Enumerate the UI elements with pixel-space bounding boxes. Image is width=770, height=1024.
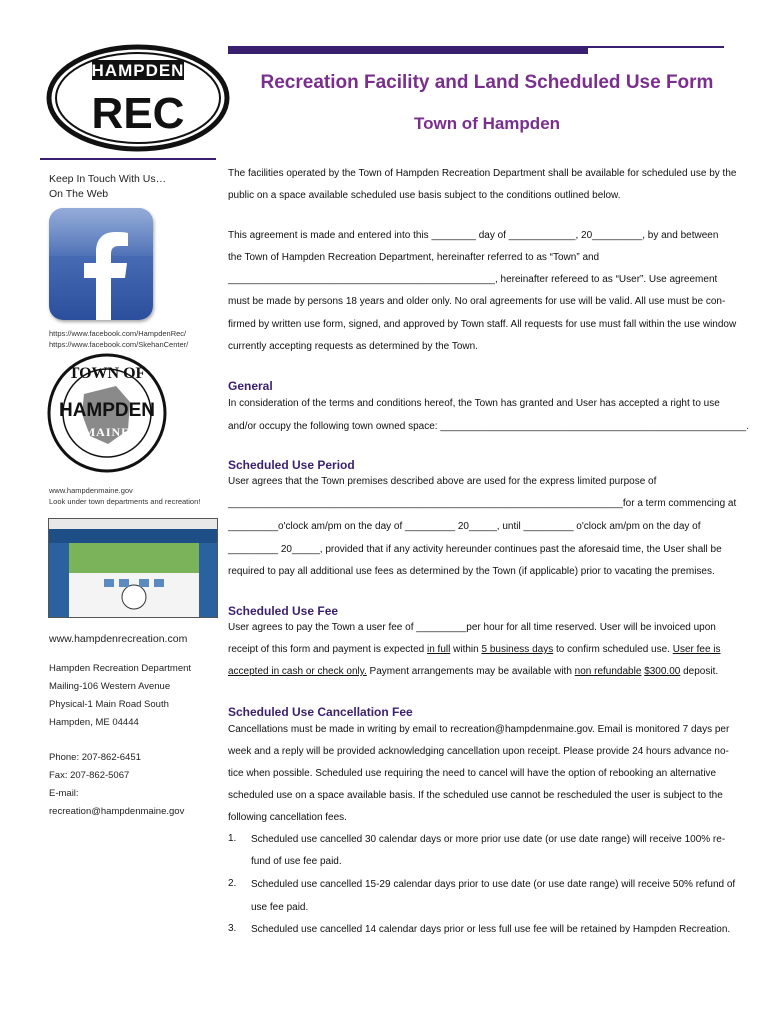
period-heading: Scheduled Use Period — [228, 458, 355, 472]
physical-address: Physical-1 Main Road South — [49, 699, 169, 710]
seal-text-state: MAINE — [83, 425, 131, 439]
fee-cash-or-check: accepted in cash or check only. — [228, 666, 367, 677]
seal-text-top: TOWN OF — [68, 365, 146, 382]
logo-text-bottom: REC — [91, 89, 185, 138]
period-line-2: _______________________________________________________________________for a term commencing at — [228, 498, 737, 509]
cancellation-item-2-line-2: use fee paid. — [251, 902, 309, 913]
email-label: E-mail: — [49, 788, 79, 799]
cancellation-item-3-number: 3. — [228, 923, 237, 934]
agreement-line-4: must be made by persons 18 years and older only. No oral agreements for use will be valid. All use must be con- — [228, 296, 726, 307]
fee-line-3-text-b: Payment arrangements may be available with — [366, 666, 575, 677]
cancellation-item-1-line-2: fund of use fee paid. — [251, 856, 342, 867]
header-rule-thick — [228, 46, 588, 54]
cancellation-item-3-line-1: Scheduled use cancelled 14 calendar days prior or less full use fee will be retained by Hampden Recreation. — [251, 924, 731, 935]
fee-line-2 — [228, 643, 721, 656]
facebook-icon-shine — [49, 208, 153, 256]
cancellation-item-2-line-1: Scheduled use cancelled 15-29 calendar days prior to use date (or use date range) will receive 50% refund of — [251, 879, 736, 890]
fee-line-2-text-c: within — [450, 644, 482, 655]
phone-number: Phone: 207-862-6451 — [49, 752, 141, 763]
fee-line-2-text-e: to confirm scheduled use. — [553, 644, 673, 655]
agreement-line-2: the Town of Hampden Recreation Department, hereinafter referred to as “Town” and — [228, 252, 600, 263]
cancellation-item-2-number: 2. — [228, 878, 237, 889]
fee-line-3 — [228, 665, 718, 678]
period-line-1: User agrees that the Town premises described above are used for the express limited purpose of — [228, 476, 657, 487]
cancellation-line-1: Cancellations must be made in writing by email to recreation@hampdenmaine.gov. Email is monitored 7 days per — [228, 724, 730, 735]
facebook-icon[interactable] — [49, 208, 153, 320]
cancellation-item-1-line-1: Scheduled use cancelled 30 calendar days or more prior use date (or use date range) will receive 100% re- — [251, 834, 726, 845]
header-rule — [228, 46, 724, 55]
agreement-line-5: firmed by written use form, signed, and approved by Town staff. All requests for use must fall within the use window — [228, 319, 737, 330]
general-line-2: and/or occupy the following town owned space: _______________________________________________________. — [228, 421, 750, 432]
general-line-1: In consideration of the terms and conditions hereof, the Town has granted and User has accepted a right to use — [228, 398, 720, 409]
seal-text-name: HAMPDEN — [58, 400, 156, 421]
cancellation-line-4: scheduled use on a space available basis. If the scheduled use cannot be rescheduled the user is subject to the — [228, 790, 723, 801]
facebook-link-skehan-center[interactable]: https://www.facebook.com/SkehanCenter/ — [49, 340, 189, 349]
recreation-website-link[interactable]: www.hampdenrecreation.com — [49, 633, 188, 645]
cancellation-line-5: following cancellation fees. — [228, 812, 347, 823]
town-website-note: Look under town departments and recreation! — [49, 497, 201, 506]
email-address[interactable]: recreation@hampdenmaine.gov — [49, 806, 185, 817]
fee-line-3-text-f: deposit. — [680, 666, 719, 677]
agreement-line-1: This agreement is made and entered into this ________ day of ____________, 20_________, by and between — [228, 230, 719, 241]
facebook-link-hampden-rec[interactable]: https://www.facebook.com/HampdenRec/ — [49, 329, 187, 338]
town-website-link[interactable]: www.hampdenmaine.gov — [49, 486, 133, 495]
sidebar-rule — [40, 158, 216, 160]
keep-in-touch-label: Keep In Touch With Us… — [49, 173, 167, 185]
fee-deposit-amount: $300.00 — [644, 666, 681, 677]
town-seal-logo — [46, 352, 168, 474]
logo-text-top: HAMPDEN — [91, 61, 185, 80]
period-line-5: required to pay all additional use fees as determined by the Town (if applicable) prior to vacating the premises. — [228, 566, 715, 577]
on-the-web-label: On The Web — [49, 188, 109, 200]
website-screenshot-graphic — [49, 519, 218, 618]
fee-heading: Scheduled Use Fee — [228, 604, 339, 618]
page-subtitle: Town of Hampden — [413, 114, 561, 133]
fee-in-full: in full — [427, 644, 451, 655]
fee-line-1: User agrees to pay the Town a user fee of _________per hour for all time reserved. User will be invoiced upon — [228, 622, 716, 633]
fee-line-2-text-a: receipt of this form and payment is expected — [228, 644, 427, 655]
cancellation-line-3: tice when possible. Scheduled use requiring the need to cancel will have the option of rebooking an alternative — [228, 768, 717, 779]
cancellation-item-1-number: 1. — [228, 833, 237, 844]
mailing-address: Mailing-106 Western Avenue — [49, 681, 171, 692]
cancellation-heading: Scheduled Use Cancellation Fee — [228, 705, 413, 719]
intro-line-2: public on a space available scheduled use basis subject to the conditions outlined below. — [228, 190, 621, 201]
city-state-zip: Hampden, ME 04444 — [49, 717, 139, 728]
dept-name: Hampden Recreation Department — [49, 663, 192, 674]
agreement-line-6: currently accepting requests as determined by the Town. — [228, 341, 478, 352]
period-line-3: _________o'clock am/pm on the day of _________ 20_____, until _________ o'clock am/pm on the day of — [228, 521, 701, 532]
fee-business-days: 5 business days — [481, 644, 554, 655]
general-heading: General — [228, 379, 273, 393]
period-line-4: _________ 20_____, provided that if any activity hereunder continues past the aforesaid time, the User shall be — [228, 544, 722, 555]
agreement-line-3: ________________________________________________, hereinafter refereed to as “User”. Use agreement — [228, 274, 718, 285]
fee-user-fee-is: User fee is — [672, 644, 721, 655]
cancellation-line-2: week and a reply will be provided acknowledging cancellation upon receipt. Please provide 24 hours advance no- — [228, 746, 729, 757]
fax-number: Fax: 207-862-5067 — [49, 770, 130, 781]
hampden-rec-logo — [46, 44, 230, 152]
website-screenshot-image — [48, 518, 218, 618]
intro-line-1: The facilities operated by the Town of Hampden Recreation Department shall be available for scheduled use by the — [228, 168, 737, 179]
fee-non-refundable: non refundable — [574, 666, 642, 677]
page-title: Recreation Facility and Land Scheduled Use Form — [260, 72, 714, 93]
